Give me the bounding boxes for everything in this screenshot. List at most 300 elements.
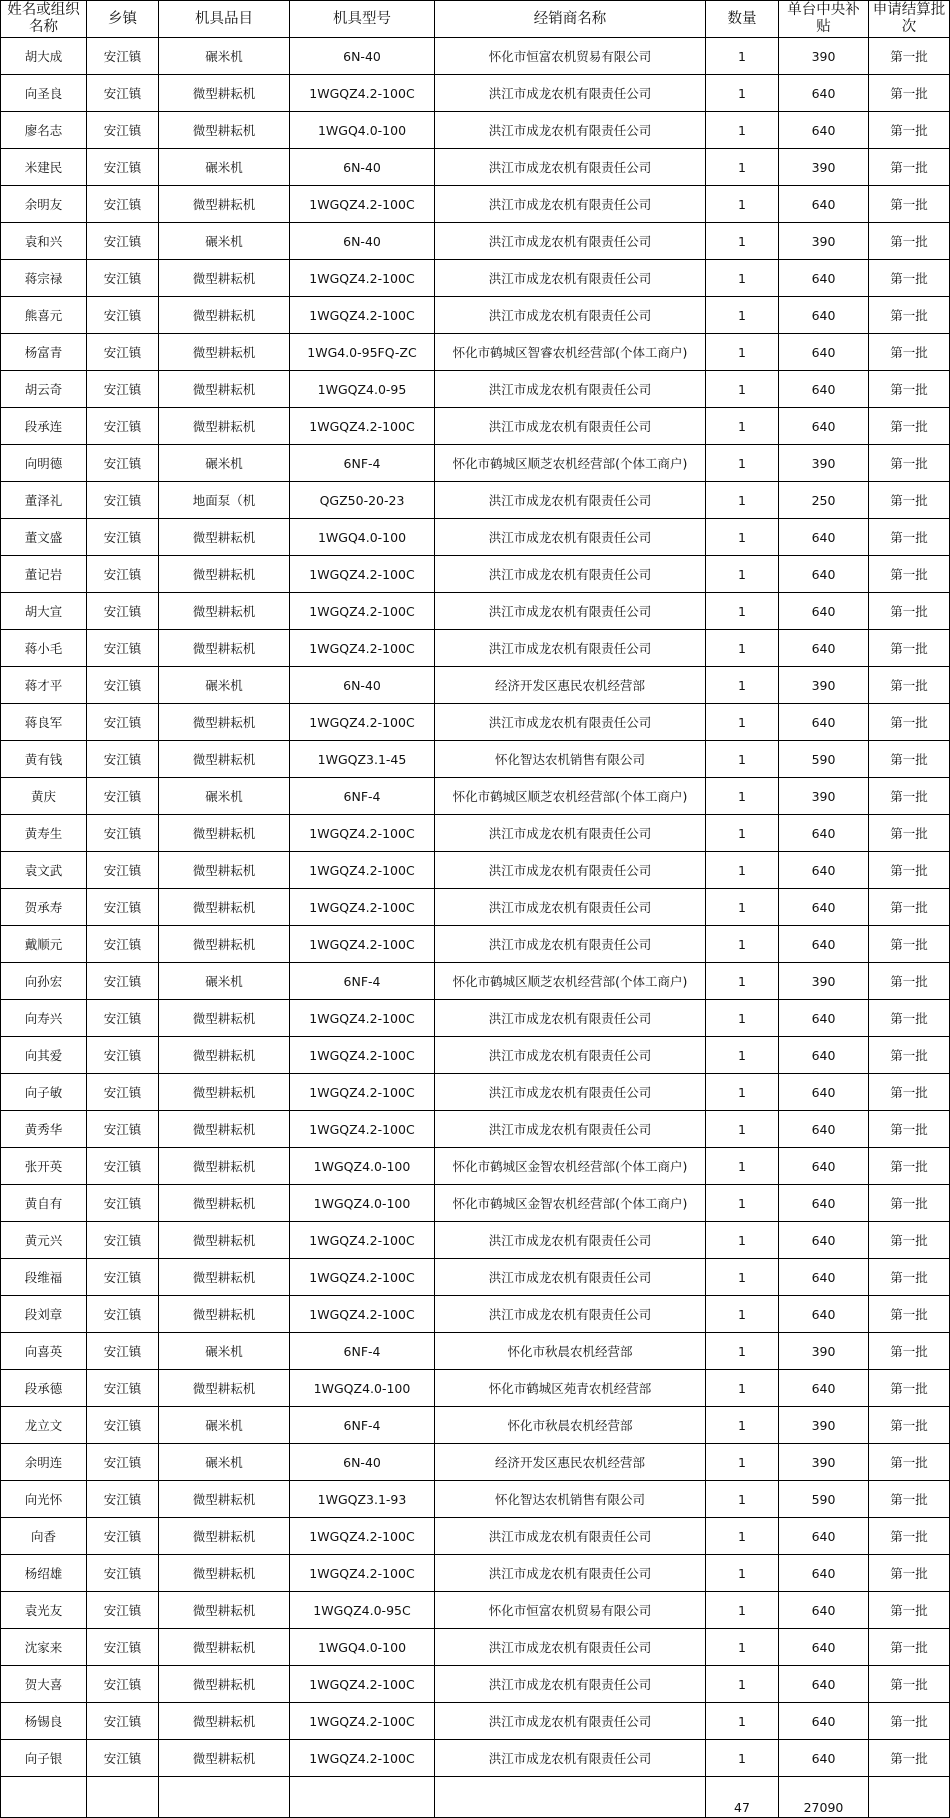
dealer-cell: 洪江市成龙农机有限责任公司: [435, 1259, 706, 1296]
dealer-cell: 怀化市鹤城区顺芝农机经营部(个体工商户): [435, 445, 706, 482]
batch-cell: 第一批: [869, 1148, 950, 1185]
category-cell: 微型耕耘机: [159, 371, 290, 408]
quantity-cell: 1: [706, 593, 779, 630]
model-cell: 1WGQZ4.2-100C: [290, 926, 435, 963]
dealer-cell: 怀化市秋晨农机经营部: [435, 1333, 706, 1370]
town-cell: 安江镇: [87, 778, 159, 815]
model-cell: 6N-40: [290, 1444, 435, 1481]
table-row: [1, 149, 950, 186]
subsidy-cell: 640: [779, 1629, 869, 1666]
subsidy-cell: 640: [779, 1074, 869, 1111]
batch-cell: 第一批: [869, 1555, 950, 1592]
category-cell: 碾米机: [159, 778, 290, 815]
category-cell: 微型耕耘机: [159, 1481, 290, 1518]
town-cell: 安江镇: [87, 926, 159, 963]
model-cell: 1WGQZ4.2-100C: [290, 297, 435, 334]
category-cell: 微型耕耘机: [159, 334, 290, 371]
subsidy-cell: 640: [779, 1666, 869, 1703]
header-row: [1, 1, 950, 38]
subsidy-cell: 390: [779, 667, 869, 704]
dealer-cell: 洪江市成龙农机有限责任公司: [435, 1740, 706, 1777]
applicant-cell: 熊喜元: [1, 297, 87, 334]
category-cell: 微型耕耘机: [159, 1296, 290, 1333]
batch-cell: 第一批: [869, 38, 950, 75]
table-row: [1, 852, 950, 889]
dealer-cell: 洪江市成龙农机有限责任公司: [435, 1703, 706, 1740]
dealer-cell: 洪江市成龙农机有限责任公司: [435, 75, 706, 112]
category-cell: 微型耕耘机: [159, 1740, 290, 1777]
town-cell: 安江镇: [87, 741, 159, 778]
dealer-cell: 洪江市成龙农机有限责任公司: [435, 1074, 706, 1111]
dealer-cell: 洪江市成龙农机有限责任公司: [435, 889, 706, 926]
model-cell: 6N-40: [290, 149, 435, 186]
table-row: [1, 1000, 950, 1037]
town-cell: 安江镇: [87, 1518, 159, 1555]
applicant-cell: 蒋良军: [1, 704, 87, 741]
batch-cell: 第一批: [869, 371, 950, 408]
dealer-cell: 洪江市成龙农机有限责任公司: [435, 815, 706, 852]
category-cell: 微型耕耘机: [159, 1629, 290, 1666]
table-row: [1, 1407, 950, 1444]
applicant-cell: 米建民: [1, 149, 87, 186]
dealer-cell: 怀化市鹤城区顺芝农机经营部(个体工商户): [435, 963, 706, 1000]
category-cell: 碾米机: [159, 1333, 290, 1370]
total-cell-5: [435, 1777, 706, 1818]
table-row: [1, 630, 950, 667]
category-cell: 碾米机: [159, 1444, 290, 1481]
table-row: [1, 1148, 950, 1185]
category-cell: 微型耕耘机: [159, 1185, 290, 1222]
batch-cell: 第一批: [869, 963, 950, 1000]
applicant-cell: 黄有钱: [1, 741, 87, 778]
subsidy-cell: 640: [779, 815, 869, 852]
town-cell: 安江镇: [87, 186, 159, 223]
category-cell: 微型耕耘机: [159, 704, 290, 741]
dealer-cell: 洪江市成龙农机有限责任公司: [435, 297, 706, 334]
quantity-cell: 1: [706, 1481, 779, 1518]
model-cell: 1WGQZ4.2-100C: [290, 75, 435, 112]
table-row: [1, 519, 950, 556]
quantity-cell: 1: [706, 38, 779, 75]
town-cell: 安江镇: [87, 519, 159, 556]
town-cell: 安江镇: [87, 1111, 159, 1148]
town-cell: 安江镇: [87, 1037, 159, 1074]
town-cell: 安江镇: [87, 852, 159, 889]
header-dealer: 经销商名称: [435, 1, 706, 38]
table-row: [1, 704, 950, 741]
category-cell: 地面泵（机: [159, 482, 290, 519]
subsidy-cell: 640: [779, 1259, 869, 1296]
category-cell: 微型耕耘机: [159, 1111, 290, 1148]
dealer-cell: 洪江市成龙农机有限责任公司: [435, 482, 706, 519]
applicant-cell: 沈家来: [1, 1629, 87, 1666]
table-row: [1, 1222, 950, 1259]
batch-cell: 第一批: [869, 889, 950, 926]
applicant-cell: 向子敏: [1, 1074, 87, 1111]
subsidy-cell: 390: [779, 963, 869, 1000]
batch-cell: 第一批: [869, 1703, 950, 1740]
quantity-cell: 1: [706, 334, 779, 371]
subsidy-cell: 640: [779, 1111, 869, 1148]
town-cell: 安江镇: [87, 1222, 159, 1259]
town-cell: 安江镇: [87, 112, 159, 149]
category-cell: 微型耕耘机: [159, 1037, 290, 1074]
model-cell: QGZ50-20-23: [290, 482, 435, 519]
table-row: [1, 556, 950, 593]
model-cell: 1WGQZ4.2-100C: [290, 186, 435, 223]
subsidy-cell: 640: [779, 260, 869, 297]
quantity-cell: 1: [706, 1703, 779, 1740]
subsidy-cell: 640: [779, 1148, 869, 1185]
subsidy-cell: 640: [779, 186, 869, 223]
applicant-cell: 董记岩: [1, 556, 87, 593]
category-cell: 微型耕耘机: [159, 1555, 290, 1592]
category-cell: 碾米机: [159, 223, 290, 260]
category-cell: 微型耕耘机: [159, 1592, 290, 1629]
batch-cell: 第一批: [869, 704, 950, 741]
dealer-cell: 怀化市恒富农机贸易有限公司: [435, 38, 706, 75]
model-cell: 6NF-4: [290, 963, 435, 1000]
town-cell: 安江镇: [87, 667, 159, 704]
dealer-cell: 洪江市成龙农机有限责任公司: [435, 704, 706, 741]
quantity-cell: 1: [706, 1518, 779, 1555]
dealer-cell: 洪江市成龙农机有限责任公司: [435, 519, 706, 556]
applicant-cell: 段维福: [1, 1259, 87, 1296]
quantity-cell: 1: [706, 1407, 779, 1444]
model-cell: 1WGQZ4.2-100C: [290, 1703, 435, 1740]
applicant-cell: 段承德: [1, 1370, 87, 1407]
total-subsidy: 27090: [779, 1777, 869, 1818]
town-cell: 安江镇: [87, 704, 159, 741]
model-cell: 6NF-4: [290, 445, 435, 482]
category-cell: 微型耕耘机: [159, 408, 290, 445]
applicant-cell: 龙立文: [1, 1407, 87, 1444]
model-cell: 1WGQZ4.2-100C: [290, 556, 435, 593]
dealer-cell: 洪江市成龙农机有限责任公司: [435, 556, 706, 593]
dealer-cell: 怀化市鹤城区苑青农机经营部: [435, 1370, 706, 1407]
quantity-cell: 1: [706, 963, 779, 1000]
applicant-cell: 向圣良: [1, 75, 87, 112]
subsidy-cell: 640: [779, 1000, 869, 1037]
category-cell: 微型耕耘机: [159, 260, 290, 297]
quantity-cell: 1: [706, 1740, 779, 1777]
applicant-cell: 胡大宣: [1, 593, 87, 630]
subsidy-cell: 640: [779, 1296, 869, 1333]
table-row: [1, 75, 950, 112]
dealer-cell: 洪江市成龙农机有限责任公司: [435, 371, 706, 408]
quantity-cell: 1: [706, 1666, 779, 1703]
header-machine-model: 机具型号: [290, 1, 435, 38]
applicant-cell: 贺大喜: [1, 1666, 87, 1703]
subsidy-cell: 640: [779, 334, 869, 371]
town-cell: 安江镇: [87, 260, 159, 297]
applicant-cell: 向香: [1, 1518, 87, 1555]
subsidy-cell: 640: [779, 630, 869, 667]
applicant-cell: 董文盛: [1, 519, 87, 556]
batch-cell: 第一批: [869, 1407, 950, 1444]
town-cell: 安江镇: [87, 149, 159, 186]
subsidy-cell: 250: [779, 482, 869, 519]
quantity-cell: 1: [706, 186, 779, 223]
batch-cell: 第一批: [869, 1259, 950, 1296]
quantity-cell: 1: [706, 630, 779, 667]
applicant-cell: 向明德: [1, 445, 87, 482]
subsidy-cell: 590: [779, 1481, 869, 1518]
table-row: [1, 1703, 950, 1740]
quantity-cell: 1: [706, 704, 779, 741]
model-cell: 1WGQZ4.0-95: [290, 371, 435, 408]
quantity-cell: 1: [706, 297, 779, 334]
table-row: [1, 1333, 950, 1370]
dealer-cell: 洪江市成龙农机有限责任公司: [435, 408, 706, 445]
batch-cell: 第一批: [869, 1185, 950, 1222]
applicant-cell: 段承连: [1, 408, 87, 445]
quantity-cell: 1: [706, 1629, 779, 1666]
category-cell: 微型耕耘机: [159, 1518, 290, 1555]
batch-cell: 第一批: [869, 149, 950, 186]
subsidy-cell: 590: [779, 741, 869, 778]
model-cell: 1WGQZ4.2-100C: [290, 1074, 435, 1111]
table-row: [1, 482, 950, 519]
total-cell-4: [290, 1777, 435, 1818]
batch-cell: 第一批: [869, 1074, 950, 1111]
subsidy-cell: 640: [779, 75, 869, 112]
table-row: [1, 38, 950, 75]
model-cell: 1WGQZ4.2-100C: [290, 704, 435, 741]
quantity-cell: 1: [706, 1037, 779, 1074]
category-cell: 碾米机: [159, 1407, 290, 1444]
quantity-cell: 1: [706, 149, 779, 186]
dealer-cell: 洪江市成龙农机有限责任公司: [435, 260, 706, 297]
batch-cell: 第一批: [869, 630, 950, 667]
quantity-cell: 1: [706, 482, 779, 519]
applicant-cell: 贺承寿: [1, 889, 87, 926]
town-cell: 安江镇: [87, 223, 159, 260]
table-row: [1, 112, 950, 149]
applicant-cell: 蒋才平: [1, 667, 87, 704]
table-row: [1, 815, 950, 852]
model-cell: 1WGQZ4.0-100: [290, 1185, 435, 1222]
table-row: [1, 1259, 950, 1296]
model-cell: 1WGQZ3.1-93: [290, 1481, 435, 1518]
model-cell: 1WGQZ4.2-100C: [290, 1555, 435, 1592]
category-cell: 微型耕耘机: [159, 75, 290, 112]
category-cell: 碾米机: [159, 445, 290, 482]
subsidy-cell: 640: [779, 1037, 869, 1074]
batch-cell: 第一批: [869, 1000, 950, 1037]
model-cell: 1WG4.0-95FQ-ZC: [290, 334, 435, 371]
subsidy-cell: 640: [779, 852, 869, 889]
town-cell: 安江镇: [87, 75, 159, 112]
town-cell: 安江镇: [87, 1333, 159, 1370]
model-cell: 1WGQZ4.2-100C: [290, 852, 435, 889]
category-cell: 微型耕耘机: [159, 1666, 290, 1703]
model-cell: 1WGQZ4.2-100C: [290, 1518, 435, 1555]
category-cell: 微型耕耘机: [159, 1222, 290, 1259]
category-cell: 微型耕耘机: [159, 1703, 290, 1740]
quantity-cell: 1: [706, 778, 779, 815]
category-cell: 微型耕耘机: [159, 815, 290, 852]
applicant-cell: 向喜英: [1, 1333, 87, 1370]
model-cell: 1WGQZ4.2-100C: [290, 1740, 435, 1777]
subsidy-cell: 390: [779, 1407, 869, 1444]
quantity-cell: 1: [706, 741, 779, 778]
applicant-cell: 蒋宗禄: [1, 260, 87, 297]
quantity-cell: 1: [706, 445, 779, 482]
town-cell: 安江镇: [87, 815, 159, 852]
batch-cell: 第一批: [869, 1111, 950, 1148]
quantity-cell: 1: [706, 889, 779, 926]
subsidy-cell: 640: [779, 1740, 869, 1777]
quantity-cell: 1: [706, 408, 779, 445]
town-cell: 安江镇: [87, 889, 159, 926]
town-cell: 安江镇: [87, 1185, 159, 1222]
town-cell: 安江镇: [87, 1148, 159, 1185]
town-cell: 安江镇: [87, 1444, 159, 1481]
quantity-cell: 1: [706, 371, 779, 408]
batch-cell: 第一批: [869, 1037, 950, 1074]
subsidy-cell: 640: [779, 556, 869, 593]
model-cell: 1WGQZ4.2-100C: [290, 1666, 435, 1703]
batch-cell: 第一批: [869, 408, 950, 445]
dealer-cell: 洪江市成龙农机有限责任公司: [435, 149, 706, 186]
total-cell-3: [159, 1777, 290, 1818]
batch-cell: 第一批: [869, 667, 950, 704]
model-cell: 6NF-4: [290, 1333, 435, 1370]
batch-cell: 第一批: [869, 297, 950, 334]
quantity-cell: 1: [706, 667, 779, 704]
table-row: [1, 1444, 950, 1481]
model-cell: 6N-40: [290, 38, 435, 75]
town-cell: 安江镇: [87, 556, 159, 593]
dealer-cell: 怀化市秋晨农机经营部: [435, 1407, 706, 1444]
totals-row: [1, 1777, 950, 1818]
batch-cell: 第一批: [869, 112, 950, 149]
model-cell: 1WGQZ4.2-100C: [290, 1000, 435, 1037]
dealer-cell: 洪江市成龙农机有限责任公司: [435, 1518, 706, 1555]
subsidy-cell: 640: [779, 408, 869, 445]
table-row: [1, 741, 950, 778]
applicant-cell: 黄寿生: [1, 815, 87, 852]
subsidy-cell: 640: [779, 1185, 869, 1222]
table-row: [1, 1629, 950, 1666]
category-cell: 碾米机: [159, 963, 290, 1000]
dealer-cell: 洪江市成龙农机有限责任公司: [435, 223, 706, 260]
quantity-cell: 1: [706, 1000, 779, 1037]
subsidy-cell: 390: [779, 445, 869, 482]
quantity-cell: 1: [706, 519, 779, 556]
quantity-cell: 1: [706, 1222, 779, 1259]
batch-cell: 第一批: [869, 260, 950, 297]
applicant-cell: 黄庆: [1, 778, 87, 815]
table-row: [1, 1518, 950, 1555]
batch-cell: 第一批: [869, 445, 950, 482]
applicant-cell: 董泽礼: [1, 482, 87, 519]
category-cell: 碾米机: [159, 667, 290, 704]
table-row: [1, 1740, 950, 1777]
dealer-cell: 怀化市鹤城区金智农机经营部(个体工商户): [435, 1185, 706, 1222]
quantity-cell: 1: [706, 75, 779, 112]
table-row: [1, 297, 950, 334]
table-row: [1, 1555, 950, 1592]
header-applicant: 姓名或组织名称: [1, 1, 87, 38]
town-cell: 安江镇: [87, 1703, 159, 1740]
table-row: [1, 593, 950, 630]
applicant-cell: 黄自有: [1, 1185, 87, 1222]
table-row: [1, 1111, 950, 1148]
total-cell-1: [1, 1777, 87, 1818]
dealer-cell: 洪江市成龙农机有限责任公司: [435, 852, 706, 889]
header-quantity: 数量: [706, 1, 779, 38]
category-cell: 微型耕耘机: [159, 926, 290, 963]
subsidy-cell: 640: [779, 889, 869, 926]
dealer-cell: 洪江市成龙农机有限责任公司: [435, 593, 706, 630]
quantity-cell: 1: [706, 1333, 779, 1370]
subsidy-cell: 390: [779, 1444, 869, 1481]
dealer-cell: 洪江市成龙农机有限责任公司: [435, 1111, 706, 1148]
applicant-cell: 黄元兴: [1, 1222, 87, 1259]
table-row: [1, 778, 950, 815]
applicant-cell: 袁光友: [1, 1592, 87, 1629]
town-cell: 安江镇: [87, 593, 159, 630]
dealer-cell: 怀化智达农机销售有限公司: [435, 741, 706, 778]
subsidy-cell: 640: [779, 593, 869, 630]
dealer-cell: 洪江市成龙农机有限责任公司: [435, 112, 706, 149]
model-cell: 1WGQZ4.2-100C: [290, 260, 435, 297]
total-quantity: 47: [706, 1777, 779, 1818]
town-cell: 安江镇: [87, 408, 159, 445]
town-cell: 安江镇: [87, 482, 159, 519]
table-row: [1, 667, 950, 704]
category-cell: 微型耕耘机: [159, 852, 290, 889]
model-cell: 1WGQZ4.2-100C: [290, 1222, 435, 1259]
applicant-cell: 余明友: [1, 186, 87, 223]
subsidy-cell: 640: [779, 297, 869, 334]
applicant-cell: 杨锡良: [1, 1703, 87, 1740]
subsidy-cell: 640: [779, 112, 869, 149]
dealer-cell: 怀化市鹤城区顺芝农机经营部(个体工商户): [435, 778, 706, 815]
table-row: [1, 445, 950, 482]
quantity-cell: 1: [706, 1148, 779, 1185]
subsidy-cell: 390: [779, 38, 869, 75]
quantity-cell: 1: [706, 1296, 779, 1333]
applicant-cell: 胡大成: [1, 38, 87, 75]
applicant-cell: 向孙宏: [1, 963, 87, 1000]
town-cell: 安江镇: [87, 1740, 159, 1777]
quantity-cell: 1: [706, 112, 779, 149]
applicant-cell: 胡云奇: [1, 371, 87, 408]
quantity-cell: 1: [706, 260, 779, 297]
table-row: [1, 1592, 950, 1629]
model-cell: 1WGQZ4.0-95C: [290, 1592, 435, 1629]
subsidy-cell: 640: [779, 1555, 869, 1592]
table-row: [1, 1370, 950, 1407]
applicant-cell: 廖名志: [1, 112, 87, 149]
category-cell: 微型耕耘机: [159, 741, 290, 778]
subsidy-cell: 640: [779, 1703, 869, 1740]
category-cell: 碾米机: [159, 38, 290, 75]
table-row: [1, 1185, 950, 1222]
batch-cell: 第一批: [869, 1444, 950, 1481]
model-cell: 1WGQZ4.2-100C: [290, 1037, 435, 1074]
batch-cell: 第一批: [869, 852, 950, 889]
category-cell: 微型耕耘机: [159, 112, 290, 149]
batch-cell: 第一批: [869, 1370, 950, 1407]
model-cell: 1WGQZ4.2-100C: [290, 593, 435, 630]
subsidy-cell: 390: [779, 1333, 869, 1370]
table-row: [1, 371, 950, 408]
quantity-cell: 1: [706, 1185, 779, 1222]
